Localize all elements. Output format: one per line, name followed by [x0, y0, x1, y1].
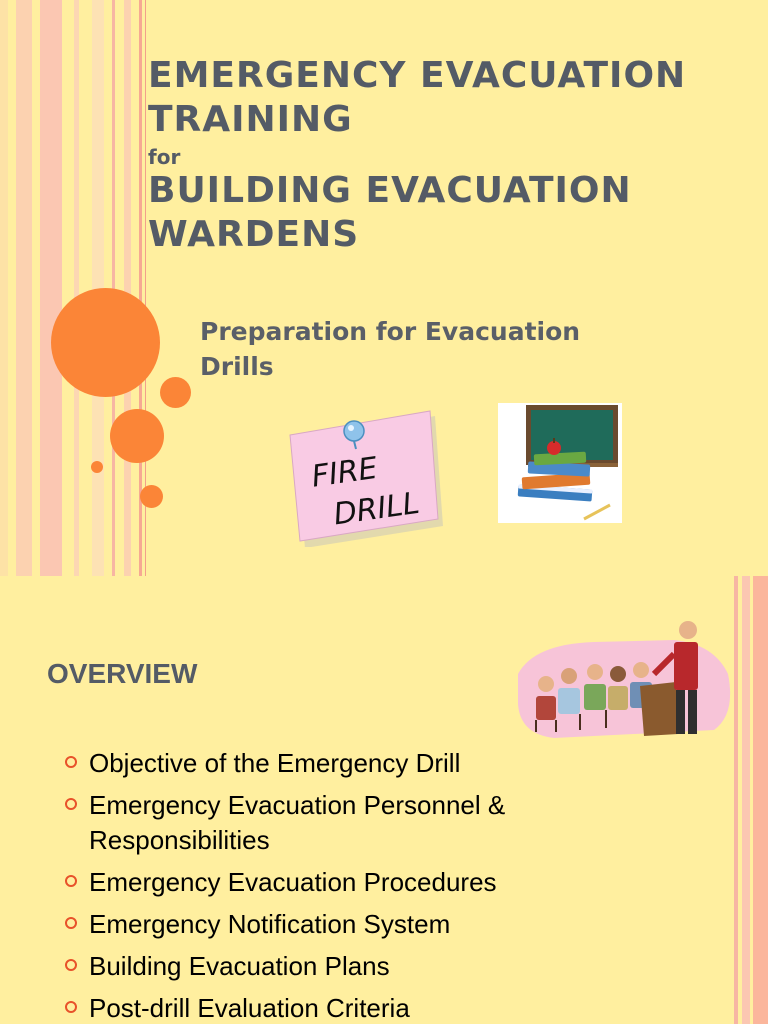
decor-stripe	[753, 576, 768, 1024]
title-for: for	[148, 145, 181, 169]
list-item-text: Emergency Evacuation Personnel & Responsibilities	[89, 790, 506, 855]
chalkboard-books-image	[498, 403, 622, 523]
decor-circle	[91, 461, 103, 473]
subtitle-line: Drills	[200, 352, 274, 381]
decor-circle	[160, 377, 191, 408]
decor-stripe	[40, 0, 62, 576]
list-item-text: Building Evacuation Plans	[89, 951, 390, 981]
slide-title	[148, 55, 748, 255]
title-line: TRAINING	[148, 99, 353, 140]
list-item-text: Post-drill Evaluation Criteria	[89, 993, 410, 1023]
bullet-ring-icon	[65, 917, 77, 929]
overview-slide	[0, 576, 768, 1024]
list-item	[62, 865, 682, 900]
subtitle-line: Preparation for Evacuation	[200, 317, 581, 346]
classroom-lecture-image	[514, 614, 738, 748]
decor-circle	[51, 288, 160, 397]
bullet-ring-icon	[65, 875, 77, 887]
decor-stripe	[0, 0, 8, 576]
bullet-ring-icon	[65, 1001, 77, 1013]
list-item	[62, 746, 682, 781]
overview-bullet-list	[62, 746, 682, 1024]
bullet-ring-icon	[65, 756, 77, 768]
bullet-ring-icon	[65, 798, 77, 810]
decor-stripe	[124, 0, 131, 576]
list-item	[62, 788, 682, 858]
list-item	[62, 991, 682, 1024]
fire-drill-note-text: FIRE	[309, 450, 380, 495]
list-item-text: Emergency Notification System	[89, 909, 451, 939]
title-line: BUILDING EVACUATION	[148, 170, 632, 211]
decor-circle	[140, 485, 163, 508]
title-line: WARDENS	[148, 214, 360, 255]
list-item	[62, 949, 682, 984]
slide-subtitle	[200, 314, 620, 384]
list-item	[62, 907, 682, 942]
list-item-text: Objective of the Emergency Drill	[89, 748, 461, 778]
list-item-text: Emergency Evacuation Procedures	[89, 867, 497, 897]
bullet-ring-icon	[65, 959, 77, 971]
fire-drill-note-image	[284, 405, 446, 547]
decor-stripe	[742, 576, 750, 1024]
slide-heading: OVERVIEW	[47, 658, 198, 689]
decor-stripe	[74, 0, 79, 576]
fire-drill-note-text: DRILL	[331, 485, 422, 533]
title-line: EMERGENCY EVACUATION	[148, 55, 687, 96]
decor-stripe	[16, 0, 32, 576]
decor-circle	[110, 409, 164, 463]
